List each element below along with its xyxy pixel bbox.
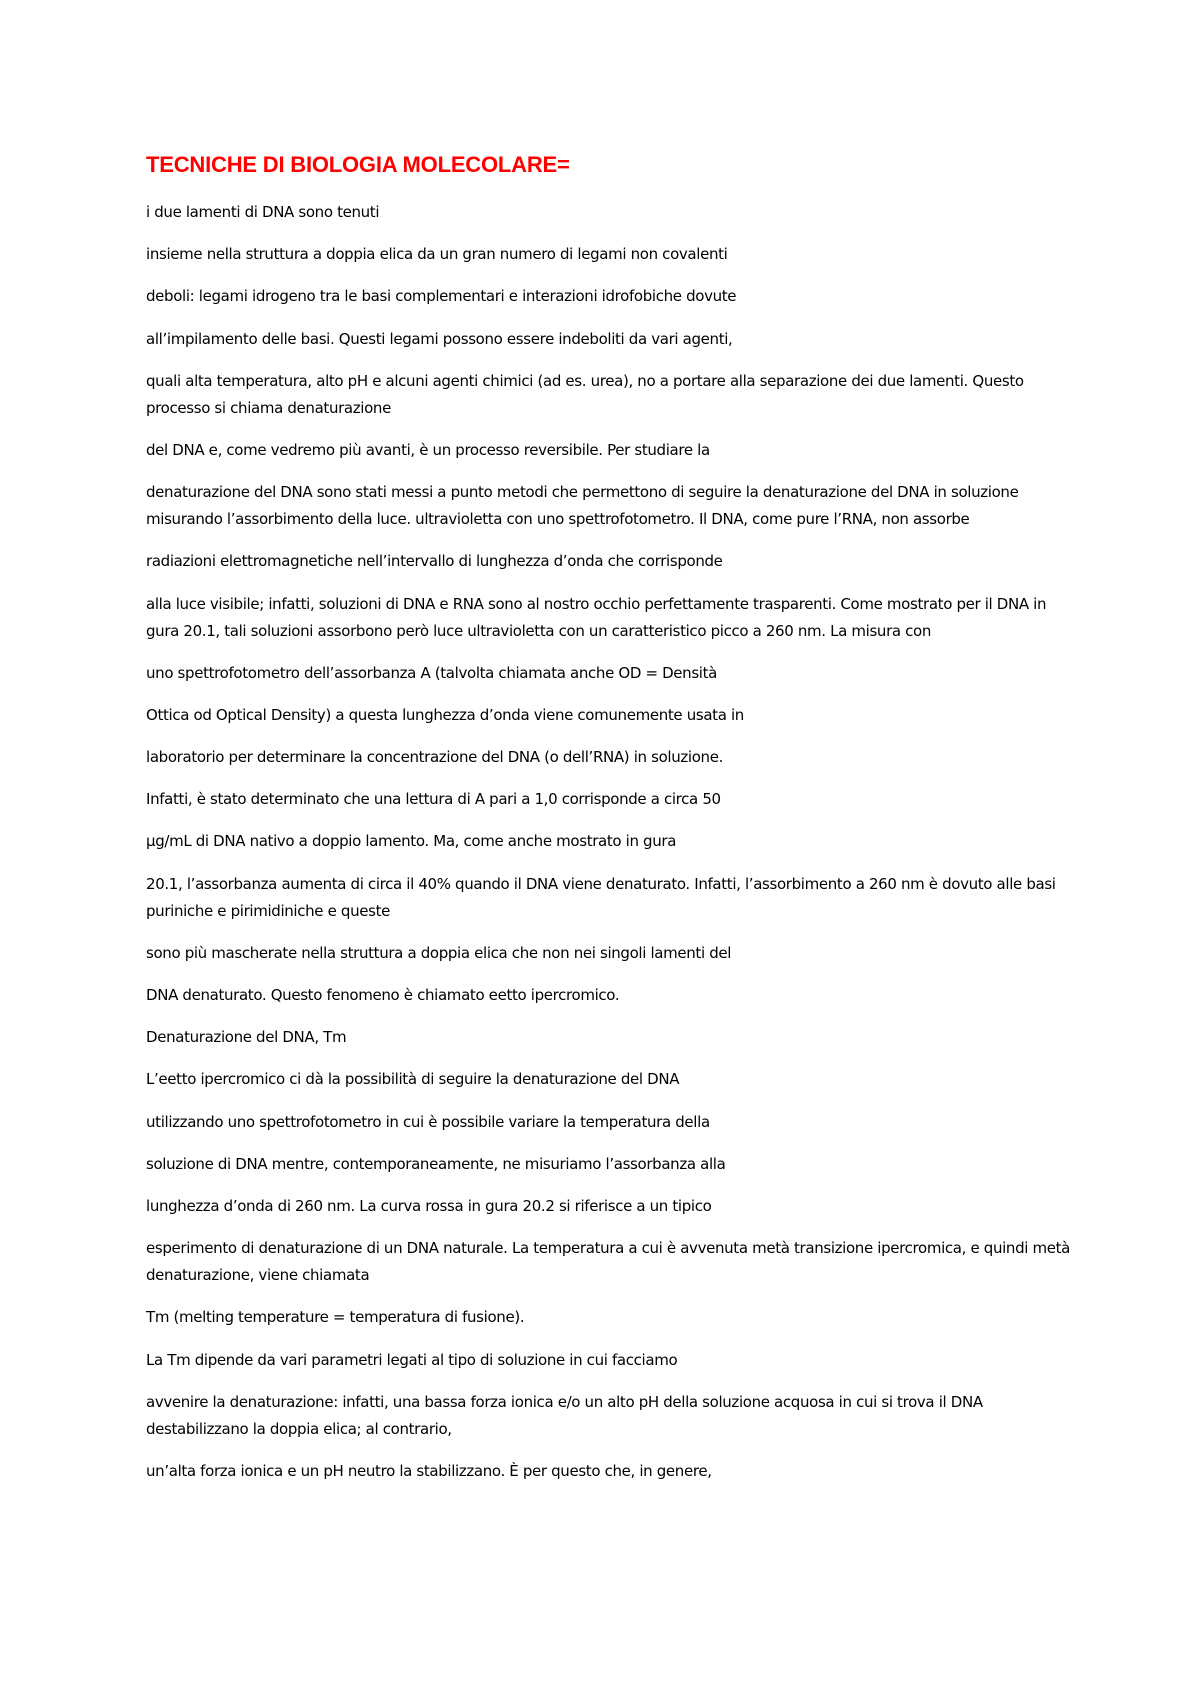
paragraph: radiazioni elettromagnetiche nell’intervallo di lunghezza d’onda che corrisponde — [146, 552, 723, 571]
paragraph: quali alta temperatura, alto pH e alcuni agenti chimici (ad es. urea), no a portare alla separazione dei due lamenti. Questo processo si chiama denaturazione — [146, 371, 1024, 417]
paragraph: i due lamenti di DNA sono tenuti — [146, 203, 380, 221]
paragraph: sono più mascherate nella struttura a doppia elica che non nei singoli lamenti del — [146, 943, 732, 962]
paragraph: 20.1, l’assorbanza aumenta di circa il 40% quando il DNA viene denaturato. Infatti, l’assorbimento a 260 nm è dovuto alle basi puriniche e pirimidiniche e queste — [146, 874, 1056, 920]
paragraph: del DNA e, come vedremo più avanti, è un processo reversibile. Per studiare la — [146, 440, 710, 459]
paragraph: Infatti, è stato determinato che una lettura di A pari a 1,0 corrisponde a circa 50 — [146, 790, 721, 809]
paragraph: lunghezza d’onda di 260 nm. La curva rossa in gura 20.2 si riferisce a un tipico — [146, 1196, 712, 1215]
paragraph: Tm (melting temperature = temperatura di fusione). — [146, 1308, 525, 1327]
paragraph: utilizzando uno spettrofotometro in cui è possibile variare la temperatura della — [146, 1112, 710, 1131]
paragraph: laboratorio per determinare la concentrazione del DNA (o dell’RNA) in soluzione. — [146, 748, 724, 767]
document-body — [146, 150, 1076, 1500]
paragraph: µg/mL di DNA nativo a doppio lamento. Ma, come anche mostrato in gura — [146, 832, 677, 851]
paragraph: L’eetto ipercromico ci dà la possibilità di seguire la denaturazione del DNA — [146, 1070, 680, 1089]
paragraph: all’impilamento delle basi. Questi legami possono essere indeboliti da vari agenti, — [146, 329, 733, 348]
paragraph: uno spettrofotometro dell’assorbanza A (talvolta chiamata anche OD = Densità — [146, 663, 717, 682]
paragraph: avvenire la denaturazione: infatti, una bassa forza ionica e/o un alto pH della soluzione acquosa in cui si trova il DNA destabilizzano la doppia elica; al contrario, — [146, 1392, 983, 1438]
paragraph: soluzione di DNA mentre, contemporaneamente, ne misuriamo l’assorbanza alla — [146, 1154, 726, 1173]
paragraph: un’alta forza ionica e un pH neutro la stabilizzano. È per questo che, in genere, — [146, 1461, 712, 1480]
section-heading: Denaturazione del DNA, Tm — [146, 1028, 347, 1047]
paragraph: denaturazione del DNA sono stati messi a punto metodi che permettono di seguire la denaturazione del DNA in soluzione misurando l’assorbimento della luce. ultravioletta con uno spettrofotometro. Il DNA, come pure l’RNA, non assorbe — [146, 483, 1019, 529]
paragraph: esperimento di denaturazione di un DNA naturale. La temperatura a cui è avvenuta metà transizione ipercromica, e quindi metà denaturazione, viene chiamata — [146, 1239, 1071, 1285]
paragraph: DNA denaturato. Questo fenomeno è chiamato eetto ipercromico. — [146, 986, 620, 1004]
document-title: TECNICHE DI BIOLOGIA MOLECOLARE= — [146, 152, 570, 177]
paragraph: La Tm dipende da vari parametri legati al tipo di soluzione in cui facciamo — [146, 1350, 678, 1369]
paragraph: deboli: legami idrogeno tra le basi complementari e interazioni idrofobiche dovute — [146, 287, 737, 306]
paragraph: Ottica od Optical Density) a questa lunghezza d’onda viene comunemente usata in — [146, 705, 744, 724]
paragraph: insieme nella struttura a doppia elica da un gran numero di legami non covalenti — [146, 245, 728, 264]
paragraph: alla luce visibile; infatti, soluzioni di DNA e RNA sono al nostro occhio perfettamente trasparenti. Come mostrato per il DNA in gura 20.1, tali soluzioni assorbono però luce ultravioletta con un caratteristico picco a 260 nm. La misura con — [146, 594, 1047, 640]
